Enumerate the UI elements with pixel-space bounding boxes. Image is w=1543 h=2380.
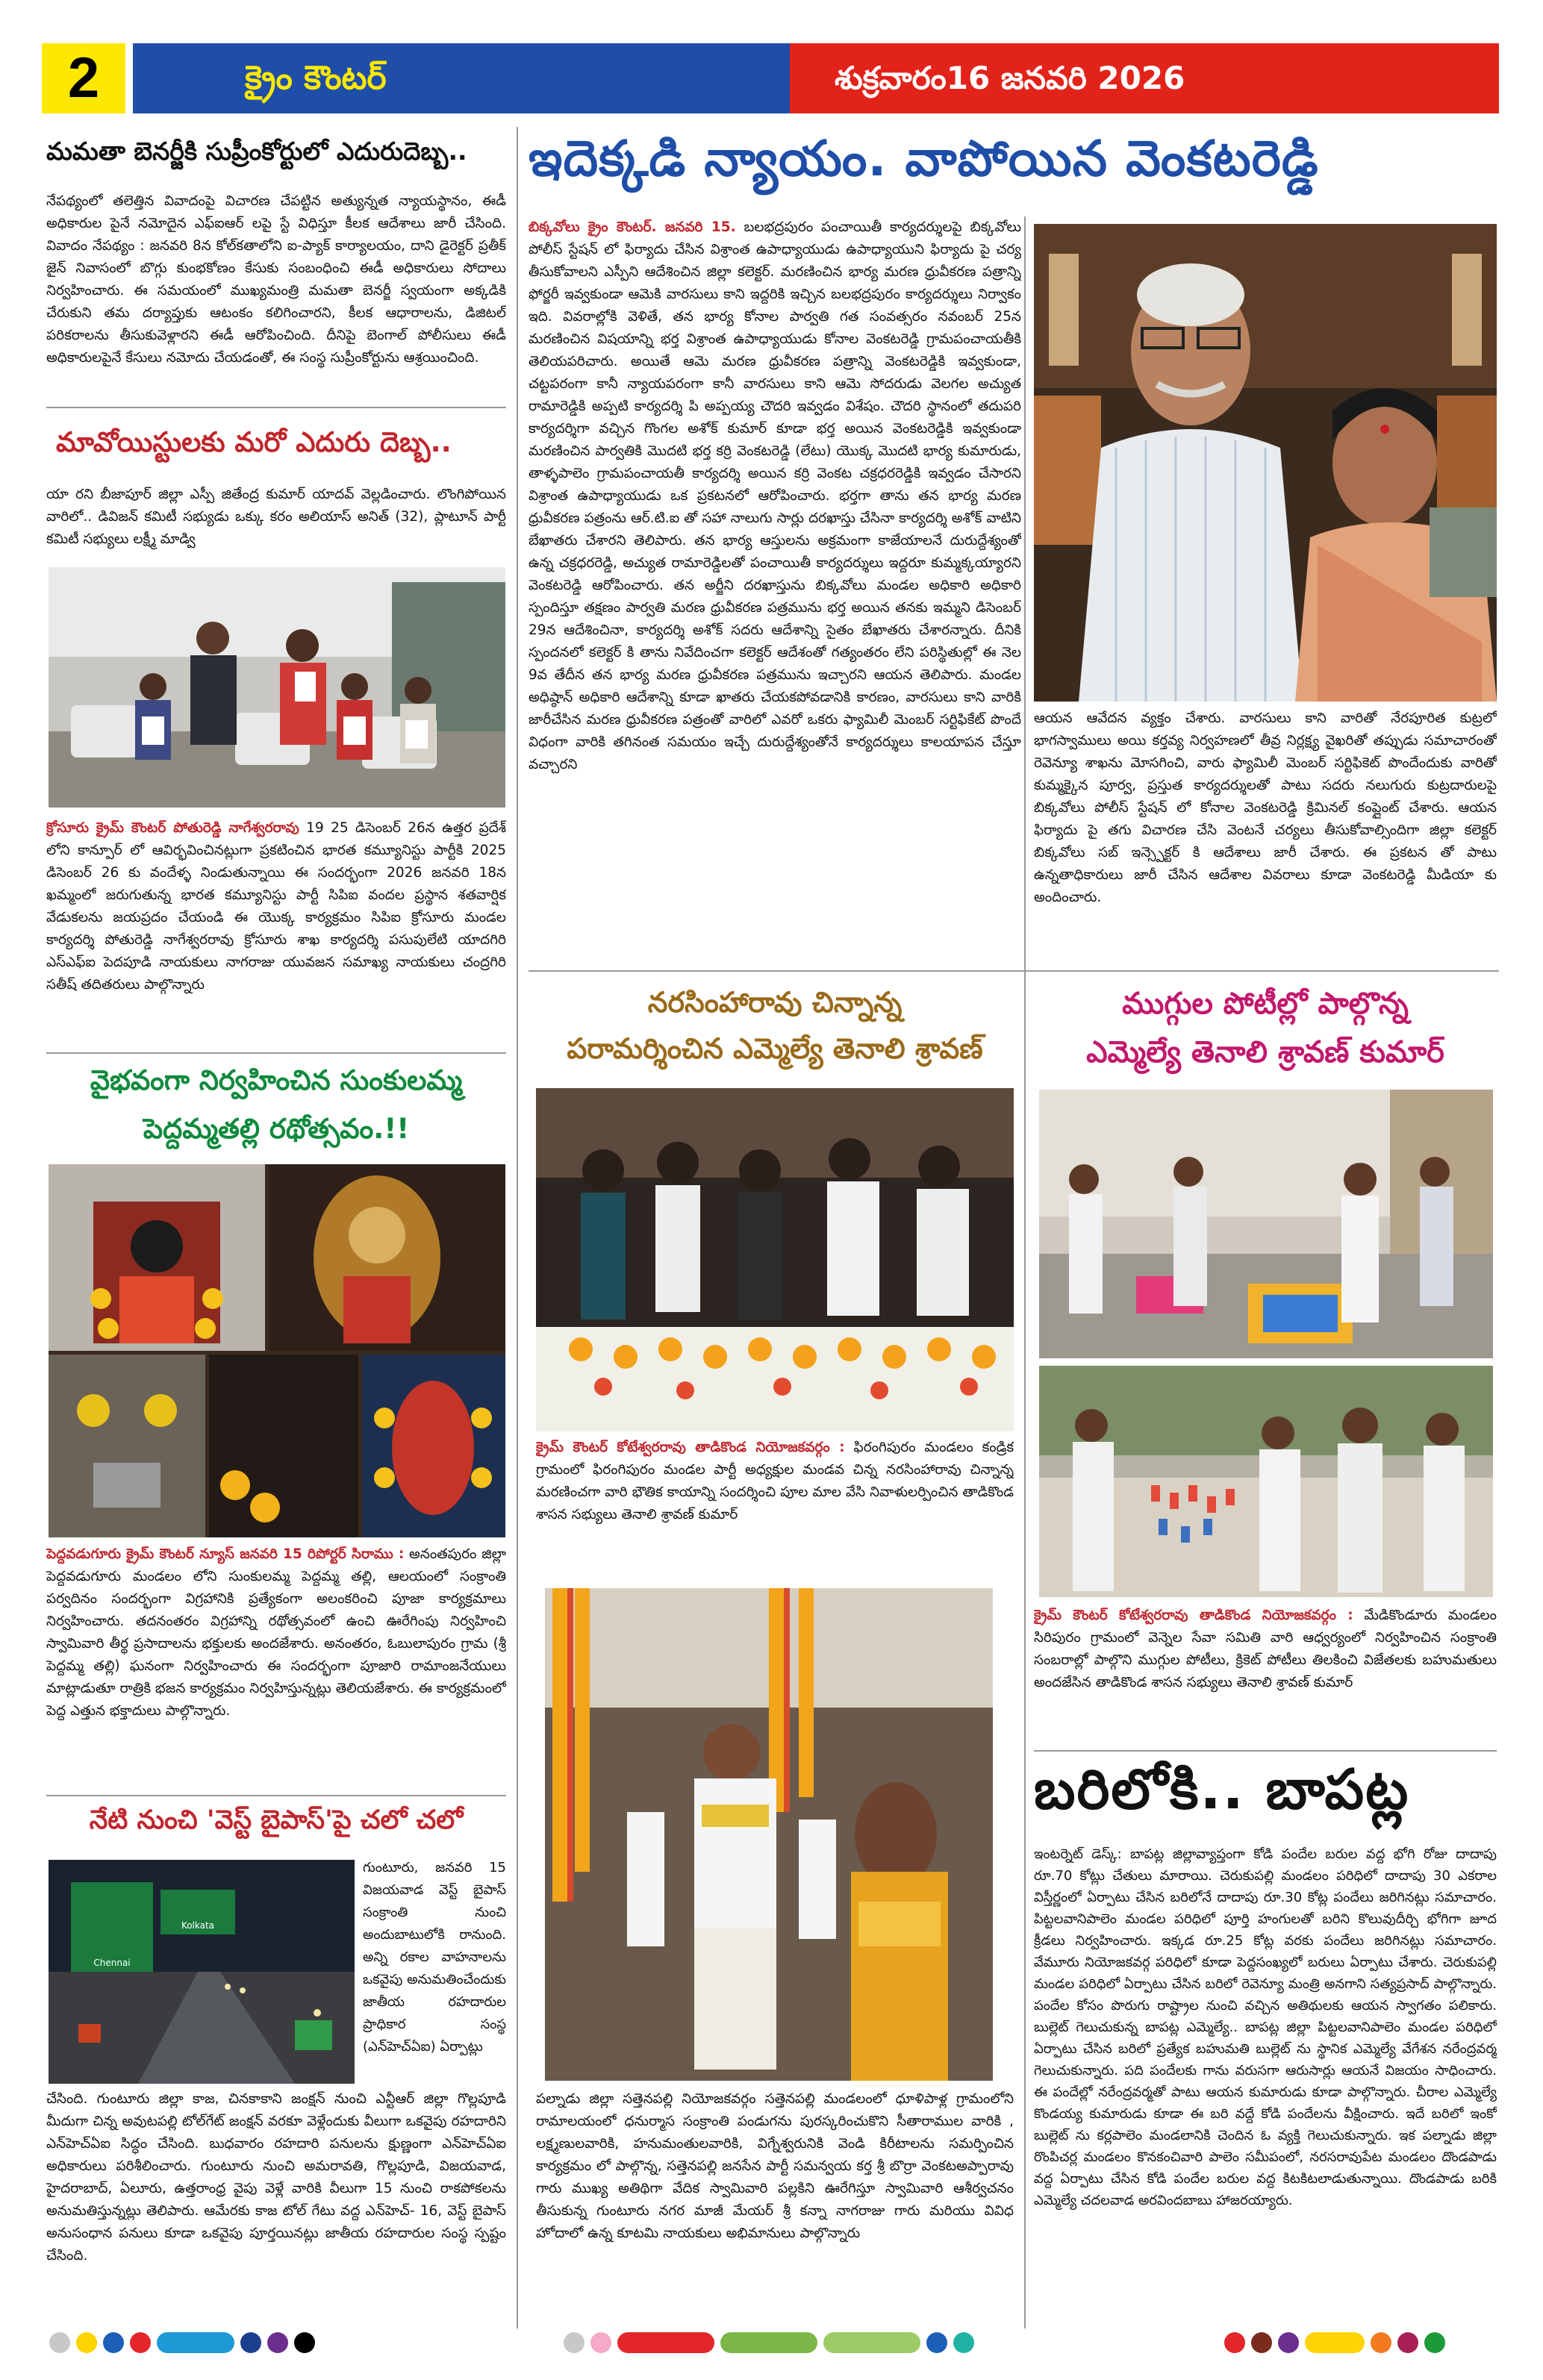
article-narasimharao <box>536 1437 1014 1583</box>
photo-venkatareddy <box>1034 224 1497 702</box>
article-narasimharao-body: ఫిరంగిపురం మండలం కండ్రిక గ్రామంలో ఫిరంగిపురం మండల పార్టీ అధ్యక్షుల మండవ చిన్న నరసింహారావు చిన్నాన్న మరణించగా వారి భౌతిక కాయాన్ని సందర్శించి పూల మాల వేసి నివాళులర్పించిన తాడికొండ శాసన సభ్యులు తెనాలి శ్రావణ్ కుమార్ <box>536 1440 1014 1522</box>
article-mamata: నేపథ్యంలో తలెత్తిన వివాదంపై విచారణ చేపట్టిన అత్యున్నత న్యాయస్థానం, ఈడీ అధికారుల పైనే నమోదైన ఎఫ్ఐఆర్ లపై స్టే విధిస్తూ కీలక ఆదేశాలు జారీ చేసింది. వివాదం నేపథ్యం : జనవరి 8న కోల్‌కతాలోని ఐ-ప్యాక్ కార్యాలయం, దాని డైరెక్టర్ ప్రతీక్ జైన్ నివాసంలో బొగ్గు కుంభకోణం కేసుకు సంబంధించి ఈడీ అధికారులు సోదాలు నిర్వహించారు. ఈ సమయంలో ముఖ్యమంత్రి మమతా బెనర్జీ స్వయంగా అక్కడికి చేరుకుని తమ దర్యాప్తుకు ఆటంకం కలిగించారని, కీలక ఆధారాలను, డిజిటల్ పరికరాలను తీసుకువెళ్లారని ఈడీ ఆరోపించింది. దీనిపై బెంగాల్ పోలీసులు ఈడీ అధికారులపైనే కేసులు నమోదు చేయడంతో, ఈ సంస్థ సుప్రీంకోర్టును ఆశ్రయించింది. <box>46 193 506 366</box>
headline-sunkulamma-1: వైభవంగా నిర్వహించిన సుంకులమ్మ <box>90 1064 463 1096</box>
page-header <box>42 43 1499 113</box>
photo-muggulu-dolls <box>1039 1366 1493 1597</box>
article-muggulu-body: మేడికొండూరు మండలం సిరిపురం గ్రామంలో వెన్నెల సేవా సమితి వారి ఆధ్వర్యంలో నిర్వహించిన సంక్రాంతి సంబరాల్లో పాల్గొని ముగ్గుల పోటీలు, క్రికెట్ పోటీలు తిలకించి విజేతలకు బహుమతులు అందజేసిన తాడికొండ శాసన సభ్యులు తెనాలి శ్రావణ్ కుమార్ <box>1034 1608 1497 1690</box>
footer-dot <box>926 2332 947 2353</box>
photo-condolence <box>536 1088 1014 1431</box>
article-narasimharao-lead: క్రైమ్ కౌంటర్ కోటేశ్వరరావు తాడికొండ నియోజకవర్గం : <box>536 1440 845 1455</box>
footer-bar <box>720 2332 817 2353</box>
divider <box>529 970 1499 972</box>
footer-dot <box>564 2332 585 2353</box>
article-west-bypass-side: గుంటూరు, జనవరి 15 విజయవాడ వెస్ట్ బైపాస్ సంక్రాంతి నుంచి అందుబాటులోకి రానుంది. అన్ని రకాల వాహనాలను ఒకవైపు అనుమతించేందుకు జాతీయ రహదారుల ప్రాధికార సంస్థ (ఎన్‌హెచ్ఏఐ) ఏర్పాట్లు <box>363 1860 506 2055</box>
footer-dot <box>1251 2332 1272 2353</box>
footer-bar <box>1305 2332 1365 2353</box>
divider <box>46 407 506 408</box>
article-maoists: యా రని బీజాపూర్ జిల్లా ఎస్పీ జితేంద్ర కుమార్ యాదవ్ వెల్లడించారు. లొంగిపోయిన వారిలో.. డివిజన్ కమిటీ సభ్యుడు ఒక్కు కరం అలియాస్ అనిత్ (32), ప్లాటూన్ పార్టీ కమిటీ సభ్యులు లక్ష్మీ మాడ్వి <box>46 487 506 547</box>
headline-narasimharao-2: పరామర్శించిన ఎమ్మెల్యే తెనాలి శ్రావణ్ <box>567 1032 983 1065</box>
issue-date: శుక్రవారం16 జనవరి 2026 <box>790 43 1499 113</box>
footer-dot <box>240 2332 261 2353</box>
article-cpi-body: 19 25 డిసెంబర్ 26న ఉత్తర ప్రదేశ్ లోని కాన్పూర్ లో ఆవిర్భవించినట్లుగా ప్రకటించిన భారత కమ్యూనిస్టు పార్టీకి 2025 డిసెంబర్ 26 కు వందేళ్ళ నిండుతున్నాయి ఈ సందర్భంగా 2026 జనవరి 18న ఖమ్మంలో జరుగుతున్న భారత కమ్యూనిస్టు పార్టీ సిపిఐ వందల ప్రస్థాన శతవార్షిక వేడుకలను జయప్రదం చేయండి ఈ యొక్క కార్యక్రమం సిపిఐ క్రోసూరు మండల కార్యదర్శి పోతురెడ్డి నాగేశ్వరరావు క్రోసూరు శాఖ కార్యదర్శి పసుపులేటి యాదగిరి ఎస్ఎఫ్ఐ పెదపూడి నాయకులు నాగరాజు యువజన సమాఖ్య నాయకులు చంద్రగిరి సతీష్ తదితరులు పాల్గొన్నారు <box>46 820 506 993</box>
photo-muggulu-walk <box>1039 1090 1493 1358</box>
photo-cpi-group <box>49 567 505 808</box>
article-muggulu <box>1034 1605 1497 1746</box>
article-cpi-lead: క్రోసూరు క్రైమ్ కౌంటర్ పోతురెడ్డి నాగేశ్వరరావు <box>46 820 299 836</box>
photo-highway <box>49 1860 355 2084</box>
divider <box>46 1795 506 1796</box>
footer-dot <box>49 2332 70 2353</box>
headline-muggulu-2: ఎమ్మెల్యే తెనాలి శ్రావణ్ కుమార్ <box>1086 1035 1444 1069</box>
article-cpi <box>46 817 506 1041</box>
headline-mamata: మమతా బెనర్జీకి సుప్రీంకోర్టులో ఎదురుదెబ్బ.. <box>46 137 467 166</box>
page-number: 2 <box>42 43 125 113</box>
footer-bar <box>157 2332 234 2353</box>
photo-temple-collage <box>49 1164 505 1537</box>
headline-muggulu-1: ముగ్గుల పోటీల్లో పాల్గొన్న <box>1122 987 1409 1021</box>
footer-dot <box>130 2332 151 2353</box>
lead-story-text: బలభద్రపురం పంచాయితీ కార్యదర్శులపై బిక్కవోలు పోలీస్ స్టేషన్ లో ఫిర్యాదు చేసిన విశ్రాంత ఉపాధ్యాయుడు ఉపాధ్యాయుని ఫిర్యాదు పై చర్య తీసుకోవాలని ఎస్పీని ఆదేశించిన జిల్లా కలెక్టర్. మరణించిన భార్య మరణ ధ్రువీకరణ పత్రాన్ని ఫోర్జరీ ఇవ్వకుండా ఆమెకి వారసులు కాని ఇద్దరికి ఇచ్చిన బలభద్రపురం కార్యదర్శులు నిర్వాకం ఇది. వివరాల్లోకి వెళితే, తన భార్య కోనాల పార్వతి గత సంవత్సరం నవంబర్ 25న మరణించిన విషయాన్ని భర్త విశ్రాంత ఉపాధ్యాయుడు కోనాల వెంకటరెడ్డి గ్రామపంచాయతీకి తెలియపరిచారు. అయితే ఆమె మరణ ధ్రువీకరణ పత్రాన్ని వెంకటరెడ్డికి ఇవ్వకుండా, చట్టపరంగా కానీ న్యాయపరంగా కానీ వారసులు కాని ఆమె సోదరుడు వెలగల అచ్యుత రామారెడ్డికి అప్పటి కార్యదర్శి పి అప్పయ్య చౌదరి ఇవ్వడం విశేషం. చౌదరి స్థానంలో తదుపరి కార్యదర్శిగా వచ్చిన గొంగల అశోక్ కుమార్ కూడా భర్త అయిన వెంకటరెడ్డికి ఇవ్వకుండా మరణించిన పార్వతికి మొదటి భర్త కర్రి వెంకటరెడ్డి (లేటు) యొక్క మొదటి భార్య కుమారుడు, తాళ్ళపాలెం గ్రామపంచాయతీ కార్యదర్శి అయిన కర్రి వెంకట చక్రధరరెడ్డికి ఇవ్వడం చేసారని విశ్రాంత ఉపాధ్యాయుడు ఒక ప్రకటనలో ఆరోపించారు. భర్తగా తాను తన భార్య మరణ ధ్రువీకరణ పత్రంను ఆర్.టి.ఐ తో సహా నాలుగు సార్లు దరఖాస్తు చేసినా కార్యదర్శి అశోక్ వాటిని బేఖాతరు చేశారని తెలిపారు. తన భార్య ఆస్తులను అక్రమంగా కాజేయాలనే దురుద్దేశ్యంతో ఉన్న చక్రధరరెడ్డి, అచ్యుత రామారెడ్డిలతో పంచాయితీ కార్యదర్శులు ఇద్దరూ కుమ్మక్కయ్యారని వెంకటరెడ్డి ఆరోపించారు. తన అర్జీని దరఖాస్తును బిక్కవోలు మండల అధికారి అధికారి స్పందిస్తూ తక్షణం పార్వతి మరణ ధ్రువీకరణ పత్రమును భర్త అయిన తనకు ఇమ్మని డిసెంబర్ 29న ఆదేశించినా, కార్యదర్శి అశోక్ సదరు ఆదేశాన్ని సైతం బేఖాతరు చేశారన్నారు. దీనికి స్పందనలో కలెక్టర్ కి తాను నివేదించగా కలెక్టర్ ఆదేశంతో గత్యంతరం లేని పరిస్థితుల్లో ఈ నెల 9వ తేదీన తన భార్య మరణ ధ్రువీకరణ పత్రమును ఇచ్చారని ఆయన తెలిపారు. మండల అధిష్ఠాన్ అధికారి ఆదేశాన్ని కూడా ఖాతరు చేయకపోవడానికి కారణం, వారసులు కాని వారికి జారీచేసిన మరణ ధ్రువీకరణ పత్రంతో వారిలో ఎవరో ఒకరు ఫ్యామిలీ మెంబర్ సర్టిఫికేట్ పొందే విధంగా వారికి తగినంత సమయం ఇచ్చే దురుద్దేశ్యంతోనే కార్యదర్శులు కాలయాపన చేస్తూ వచ్చారని <box>529 219 1021 772</box>
road-sign-right-text: Kolkata <box>181 1920 215 1931</box>
footer-dot <box>103 2332 124 2353</box>
lead-story-continued: ఆయన ఆవేదన వ్యక్తం చేశారు. వారసులు కాని వారితో నేరపూరిత కుట్రలో భాగస్వాములు అయి కర్తవ్య నిర్వహణలో తీవ్ర నిర్లక్ష్య వైఖరితో తప్పుడు సమాచారంతో రెవెన్యూ శాఖను మోసగించి, వారు ఫ్యామిలీ మెంబర్ సర్టిఫికెట్ పొందేందుకు వారితో కుమ్మక్కైన పూర్వ, ప్రస్తుత కార్యదర్శులతో పాటు సదరు నలుగురు కుట్రదారులపై బిక్కవోలు పోలీస్ స్టేషన్ లో కోనాల వెంకటరెడ్డి క్రిమినల్ కంప్లైంట్ చేశారు. ఆయన ఫిర్యాదు పై తగు విచారణ చేసి వెంటనే చర్యలు తీసుకోవాల్సిందిగా జిల్లా కలెక్టర్ బిక్కవోలు సబ్ ఇన్స్పెక్టర్ కి ఆదేశాలు జారీ చేశారు. ఈ ప్రకటన తో పాటు ఉన్నతాధికారులు జారీ చేసిన ఆదేశాల వివరాలు కూడా వెంకటరెడ్డి మీడియా కు అందించారు. <box>1034 710 1497 905</box>
article-sunkulamma-body: అనంతపురం జిల్లా పెద్దవడుగూరు మండలం లోని సుంకులమ్మ పెద్దమ్మ తల్లి, ఆలయంలో సంక్రాంతి పర్వదినం సందర్భంగా విగ్రహానికి ప్రత్యేకంగా అలంకరించి పూజా కార్యక్రమాలు నిర్వహించారు. తదనంతరం విగ్రహాన్ని రథోత్సవంలో ఉంచి ఊరేగింపు నిర్వహించి స్వామివారి తీర్థ ప్రసాదాలను భక్తులకు అందజేశారు. అనంతరం, ఓబులాపురం గ్రామ (శ్రీ పెద్దమ్మ తల్లి) ఘనంగా నిర్వహించారు ఈ సందర్భంగా పూజారి రామాంజనేయులు మాట్లాడుతూ రాత్రికి భజన కార్యక్రమం నిర్వహిస్తున్నట్లు తెలియజేశారు. ఈ కార్యక్రమంలో పెద్ద ఎత్తున భక్తాదులు పాల్గొన్నారు. <box>46 1546 506 1719</box>
divider <box>1034 1750 1497 1752</box>
photo-temple-procession <box>545 1588 993 2081</box>
footer-dot <box>1278 2332 1299 2353</box>
lead-story-dateline: బిక్కవోలు క్రైం కౌంటర్. జనవరి 15. <box>529 219 736 235</box>
footer-dots-left <box>49 2331 315 2354</box>
headline-bapatla: బరిలోకి.. బాపట్ల <box>1034 1758 1410 1822</box>
column-rule <box>517 127 518 2329</box>
column-rule <box>1024 216 1026 2329</box>
footer-dot <box>1224 2332 1245 2353</box>
paper-name: క్రైం కౌంటర్ <box>133 43 790 113</box>
article-dhulipalla: పల్నాడు జిల్లా సత్తెనపల్లి నియోజకవర్గం సత్తెనపల్లి మండలంలో ధూళిపాళ్ల గ్రామంలోని రామాలయంలో ధనుర్మాస సంక్రాంతి పండుగను పురస్కరించుకొని సీతారాముల వారికి , లక్ష్మణులవారికి, హనుమంతులవారికి, విగ్నేశ్వరునికి వెండి కిరీటాలను సమర్పించిన కార్యక్రమం లో పాల్గొన్న, సత్తెనపల్లి జనసేన పార్టీ సమన్వయ కర్త శ్రీ బొర్రా వెంకటఅప్పారావు గారు ముఖ్య అతిథిగా వేదిక స్వామివారి పల్లకిని ఊరేగిస్తూ స్వామివారి ఆశీర్వచనం తీసుకున్న గుంటూరు నగర మాజీ మేయర్ శ్రీ కన్నా నాగరాజు గారు మరియు వివిధ హోదాలో ఉన్న కూటమి నాయకులు అభిమానులు పాల్గొన్నారు <box>536 2091 1014 2241</box>
footer-bar <box>617 2332 714 2353</box>
article-sunkulamma <box>46 1543 506 1791</box>
lead-headline: ఇదెక్కడి న్యాయం. వాపోయిన వెంకటరెడ్డి <box>529 130 1319 187</box>
article-sunkulamma-lead: పెద్దవడుగూరు క్రైమ్ కౌంటర్ న్యూస్ జనవరి 15 రిపోర్టర్ సిరాము : <box>46 1546 405 1562</box>
article-bapatla: ఇంటర్నెట్ డెస్క్: బాపట్ల జిల్లావ్యాప్తంగా కోడి పందేల బరుల వద్ద భోగి రోజు దాదాపు రూ.70 కోట్లు చేతులు మారాయి. చెరుకుపల్లి మండలం పరిధిలో దాదాపు 30 ఎకరాల విస్తీర్ణంలో ఏర్పాటు చేసిన బరిలోనే దాదాపు రూ.30 కోట్ల పందేలు జరిగినట్లు సమాచారం. పిట్టలవానిపాలెం మండల పరిధిలో పూర్తి హంగులతో బరిని కొలువుదీర్చి భోగిగా జూద క్రీడలు నిర్వహించారు. ఇక్కడ రూ.25 కోట్ల వరకు పందేలు జరిగినట్లు సమాచారం. వేమూరు నియోజకవర్గ పరిధిలో కూడా పెద్దసంఖ్యలో బరులు ఏర్పాటు చేశారు. చెరుకుపల్లి మండల పరిధిలో ఏర్పాటు చేసిన బరిలో రెవెన్యూ మంత్రి అనగాని సత్యప్రసాద్ పాల్గొన్నారు. పందేల కోసం పొరుగు రాష్ట్రాల నుంచి వచ్చిన అతిథులకు ఆయన స్వాగతం పలికారు. బుల్లెట్ గెలుచుకున్న బాపట్ల ఎమ్మెల్యే.. బాపట్ల జిల్లా పిట్టలవానిపాలెం మండల పరిధిలో ఏర్పాటు చేసిన బరిలో ప్రత్యేక బహుమతి బుల్లెట్ ను స్థానిక ఎమ్మెల్యే వేగేశన నరేంద్రవర్మ గెలుచుకున్నారు. పది పందేలకు గాను వరుసగా ఆరుసార్లు ఆయనే విజయం సాధించారు. ఈ పందేల్లో నరేంద్రవర్మతో పాటు ఆయన కుమారుడు కూడా పాల్గొన్నారు. చీరాల ఎమ్మెల్యే కొండయ్య కుమారుడు కూడా ఈ బరి వద్దే కోడి పందేలను వీక్షించారు. ఇదే బరిలో ఇంకో బుల్లెట్ ను కర్లపాలెం మండలానికి చెందిన ఓ వ్యక్తి గెలుచుకున్నారు. ఇక పల్నాడు జిల్లా రొంపిచర్ల మండలం కొనకంచివారి పాలెం సమీపంలో, నరసరావుపేట మండలం దొండపాడు వద్ద ఏర్పాటు చేసిన కోడి పందేల బరుల వద్ద కిటకిటలాడుతున్నాయి. దొండపాడు బరికి ఎమ్మెల్యే చదలవాడ అరవిందబాబు హాజరయ్యారు. <box>1034 1846 1497 2208</box>
footer-dot <box>953 2332 974 2353</box>
footer-dot <box>294 2332 315 2353</box>
footer-dots-right <box>1224 2331 1445 2354</box>
footer-dot <box>76 2332 97 2353</box>
footer-dots-middle <box>564 2331 974 2354</box>
headline-west-bypass: నేటి నుంచి 'వెస్ట్ బైపాస్'పై చలో చలో <box>89 1805 464 1835</box>
footer-dot <box>1424 2332 1445 2353</box>
footer-dot <box>590 2332 611 2353</box>
article-muggulu-lead: క్రైమ్ కౌంటర్ కోటేశ్వరరావు తాడికొండ నియోజకవర్గం : <box>1034 1608 1353 1623</box>
headline-maoists: మావోయిస్టులకు మరో ఎదురు దెబ్బ.. <box>56 426 452 458</box>
divider <box>46 1052 506 1054</box>
lead-story-body <box>529 216 1021 969</box>
headline-narasimharao-1: నరసింహారావు చిన్నాన్న <box>647 986 903 1019</box>
footer-dot <box>1371 2332 1391 2353</box>
headline-sunkulamma-2: పెద్దమ్మతల్లి రథోత్సవం.!! <box>143 1113 410 1145</box>
footer-bar <box>823 2332 920 2353</box>
article-west-bypass: చేసింది. గుంటూరు జిల్లా కాజ, చినకాకాని జంక్షన్ నుంచి ఎన్టీఆర్ జిల్లా గొల్లపూడి మీదుగా చిన్న అవుటపల్లి టోల్‌గేట్ జంక్షన్ వరకూ వెళ్లేందుకు వీలుగా ఒకవైపు రహదారిని ఎన్‌హెచ్ఏఐ సిద్ధం చేసింది. బుధవారం రహదారి పనులను క్షుణ్ణంగా ఎన్‌హెచ్ఏఐ అధికారులు పరిశీలించారు. గుంటూరు నుంచి అమరావతి, గొల్లపూడి, విజయవాడ, హైదరాబాద్, ఏలూరు, ఉత్తరాంధ్ర వైపు వెళ్లే వారికి వీలుగా 15 నుంచి రాకపోకలను అనుమతిస్తున్నట్లు తెలిపారు. ఆమేరకు కాజ టోల్ గేటు వద్ద ఎన్‌హెచ్- 16, వెస్ట్ బైపాస్ అనుసంధాన పనులు కూడా ఒకవైపు పూర్తయినట్లు జాతీయ రహదారుల సంస్థ స్పష్టం చేసింది. <box>46 2091 506 2264</box>
road-sign-left-text: Chennai <box>93 1958 131 1968</box>
footer-dot <box>267 2332 288 2353</box>
footer-dot <box>1397 2332 1418 2353</box>
